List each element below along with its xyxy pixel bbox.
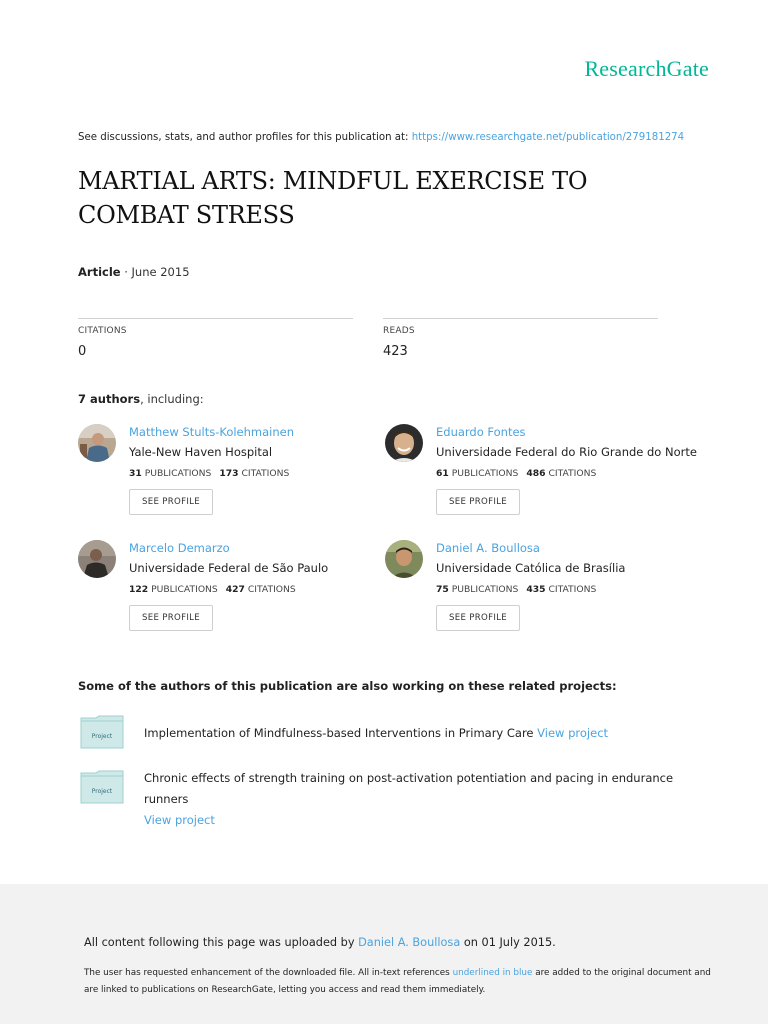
related-projects-heading: Some of the authors of this publication are also working on these related projects:: [78, 679, 617, 693]
author-stats: [129, 584, 419, 595]
publications-count: 122: [129, 584, 149, 595]
project-title: Chronic effects of strength training on post-activation potentiation and pacing in endurance runners: [144, 771, 674, 806]
upload-suffix: on 01 July 2015.: [460, 936, 556, 949]
publications-count: 75: [436, 584, 449, 595]
authors-including: , including:: [140, 392, 204, 406]
citations-count: 486: [526, 468, 546, 479]
publication-title: MARTIAL ARTS: MINDFUL EXERCISE TO COMBAT STRESS: [78, 167, 588, 229]
upload-prefix: All content following this page was uploaded by: [84, 936, 359, 949]
enhancement-note: [84, 965, 724, 999]
publications-label: PUBLICATIONS: [144, 468, 212, 479]
author-name-link[interactable]: Marcelo Demarzo: [129, 541, 230, 555]
citations-count: 173: [219, 468, 239, 479]
author-name-link[interactable]: Matthew Stults-Kolehmainen: [129, 425, 295, 439]
publications-count: 61: [436, 468, 449, 479]
authors-count: 7 authors: [78, 392, 141, 406]
citations-count: 435: [526, 584, 546, 595]
citations-count: 427: [225, 584, 245, 595]
see-profile-button[interactable]: SEE PROFILE: [436, 489, 520, 515]
avatar[interactable]: [78, 424, 116, 462]
project-badge-label: Project: [91, 788, 113, 795]
author-institution: Yale-New Haven Hospital: [129, 445, 273, 459]
citations-value: 0: [78, 344, 87, 359]
author-stats: [436, 468, 726, 479]
publication-date: · June 2015: [120, 265, 190, 279]
enhancement-prefix: The user has requested enhancement of the downloaded file. All in-text references: [84, 968, 453, 978]
publications-label: PUBLICATIONS: [451, 584, 519, 595]
uploader-link[interactable]: Daniel A. Boullosa: [358, 936, 461, 949]
publication-meta: [78, 265, 190, 279]
avatar[interactable]: [78, 540, 116, 578]
author-institution: Universidade Federal do Rio Grande do Norte: [436, 445, 697, 459]
citations-label: CITATIONS: [548, 584, 597, 595]
citations-label: CITATIONS: [78, 326, 127, 336]
enhancement-suffix: are added to the original document and are linked to publications on ResearchGate, letting you access and read them immediately.: [84, 968, 711, 995]
publications-label: PUBLICATIONS: [151, 584, 218, 595]
footer: [0, 884, 768, 1024]
view-project-link[interactable]: View project: [537, 726, 609, 740]
reads-value: 423: [383, 344, 408, 359]
researchgate-logo[interactable]: ResearchGate: [584, 56, 709, 81]
underlined-in-blue-link[interactable]: underlined in blue: [452, 968, 533, 978]
discussion-line: [78, 132, 684, 143]
publications-label: PUBLICATIONS: [451, 468, 519, 479]
reads-stat: [383, 318, 658, 359]
citations-label: CITATIONS: [247, 584, 296, 595]
author-name-link[interactable]: Daniel A. Boullosa: [436, 541, 540, 555]
see-profile-button[interactable]: SEE PROFILE: [436, 605, 520, 631]
project-folder-icon[interactable]: [80, 715, 124, 749]
project-badge-label: Project: [91, 733, 113, 740]
view-project-link[interactable]: View project: [144, 813, 215, 827]
citations-label: CITATIONS: [548, 468, 597, 479]
project-description: [144, 768, 704, 831]
author-institution: Universidade Federal de São Paulo: [129, 561, 329, 575]
author-institution: Universidade Católica de Brasília: [436, 561, 626, 575]
citations-label: CITATIONS: [241, 468, 290, 479]
author-stats: [436, 584, 726, 595]
author-stats: [129, 468, 419, 479]
avatar[interactable]: [385, 540, 423, 578]
citations-stat: [78, 318, 353, 359]
upload-note: [84, 936, 556, 949]
publication-type: Article: [78, 265, 121, 279]
publication-url-link[interactable]: https://www.researchgate.net/publication/279181274: [411, 132, 685, 143]
project-title: Implementation of Mindfulness-based Interventions in Primary Care: [144, 726, 534, 740]
author-name-link[interactable]: Eduardo Fontes: [436, 425, 526, 439]
avatar[interactable]: [385, 424, 423, 462]
authors-heading: [78, 392, 204, 406]
project-description: [144, 723, 704, 744]
reads-label: READS: [383, 326, 415, 336]
see-profile-button[interactable]: SEE PROFILE: [129, 605, 213, 631]
discussion-text: See discussions, stats, and author profiles for this publication at:: [78, 132, 412, 143]
see-profile-button[interactable]: SEE PROFILE: [129, 489, 213, 515]
project-folder-icon[interactable]: [80, 770, 124, 804]
publications-count: 31: [129, 468, 142, 479]
